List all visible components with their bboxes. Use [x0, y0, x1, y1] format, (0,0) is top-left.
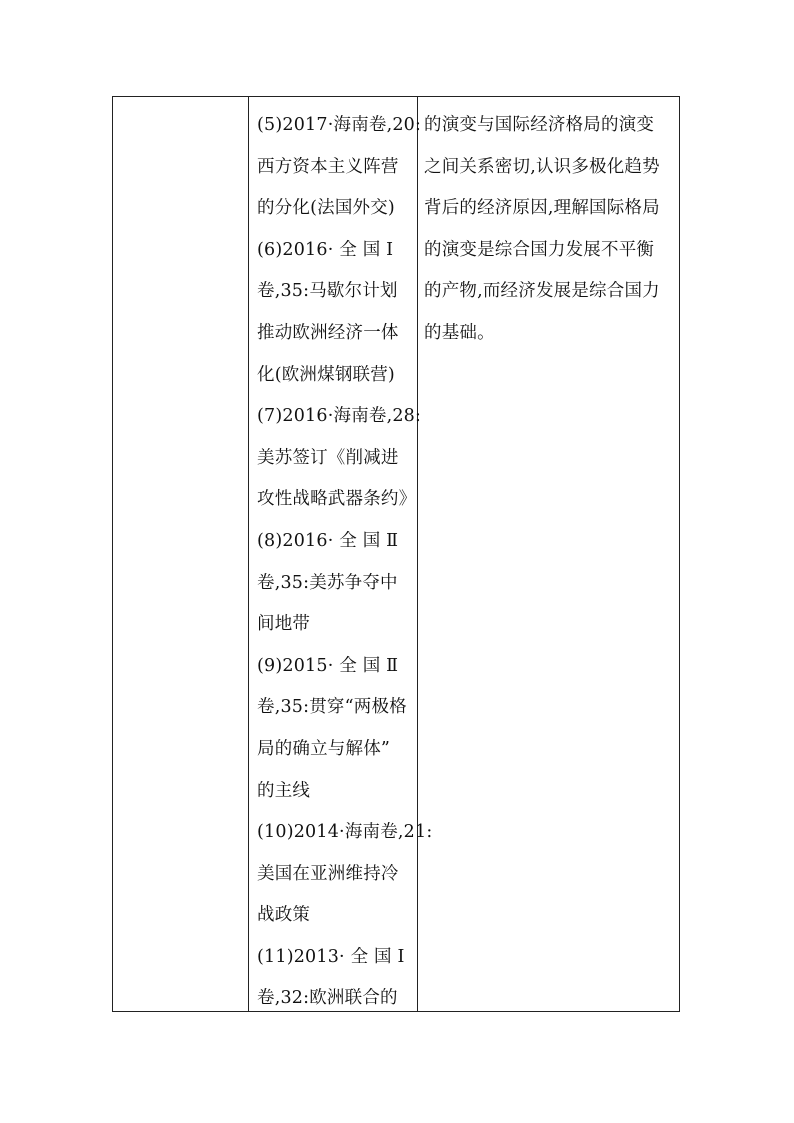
text-line: (11)2013· 全 国 Ⅰ	[257, 946, 405, 967]
table-column-analysis	[418, 97, 679, 1011]
text-line: 的基础。	[424, 322, 495, 343]
text-line: 卷,35:贯穿“两极格	[257, 697, 407, 718]
text-line: 背后的经济原因,理解国际格局	[424, 198, 660, 219]
table-column-exam-references	[249, 97, 433, 1011]
text-line: 卷,35:美苏争夺中	[257, 572, 398, 593]
text-line: (10)2014·海南卷,21:	[257, 822, 433, 843]
text-line: 的演变与国际经济格局的演变	[424, 115, 655, 135]
text-line: 局的确立与解体”	[257, 738, 391, 759]
text-line: 的主线	[257, 780, 311, 801]
text-line: 推动欧洲经济一体	[257, 322, 399, 343]
content-table	[112, 96, 680, 1012]
text-line: 的产物,而经济发展是综合国力	[424, 281, 660, 302]
text-line: 化(欧洲煤钢联营)	[257, 364, 395, 385]
column-3-lines	[424, 105, 679, 355]
table-column-empty	[113, 97, 249, 1011]
text-line: (7)2016·海南卷,28:	[257, 406, 422, 427]
text-line: 西方资本主义阵营	[257, 156, 399, 177]
text-line: (8)2016· 全 国 Ⅱ	[257, 530, 399, 551]
text-line: 攻性战略武器条约》	[257, 489, 417, 510]
text-line: 战政策	[257, 905, 311, 926]
text-line: 卷,35:马歇尔计划	[257, 281, 398, 302]
text-line: 间地带	[257, 614, 311, 635]
text-line: 的演变是综合国力发展不平衡	[424, 239, 655, 260]
column-2-lines	[257, 105, 433, 1020]
text-line: (5)2017·海南卷,20:	[257, 115, 422, 135]
text-line: (6)2016· 全 国 Ⅰ	[257, 239, 394, 260]
text-line: 美苏签订《削减进	[257, 447, 399, 468]
text-line: 卷,32:欧洲联合的	[257, 988, 398, 1009]
text-line: 之间关系密切,认识多极化趋势	[424, 156, 660, 177]
text-line: 美国在亚洲维持冷	[257, 863, 399, 884]
text-line: 的分化(法国外交)	[257, 198, 395, 219]
text-line: (9)2015· 全 国 Ⅱ	[257, 655, 399, 676]
